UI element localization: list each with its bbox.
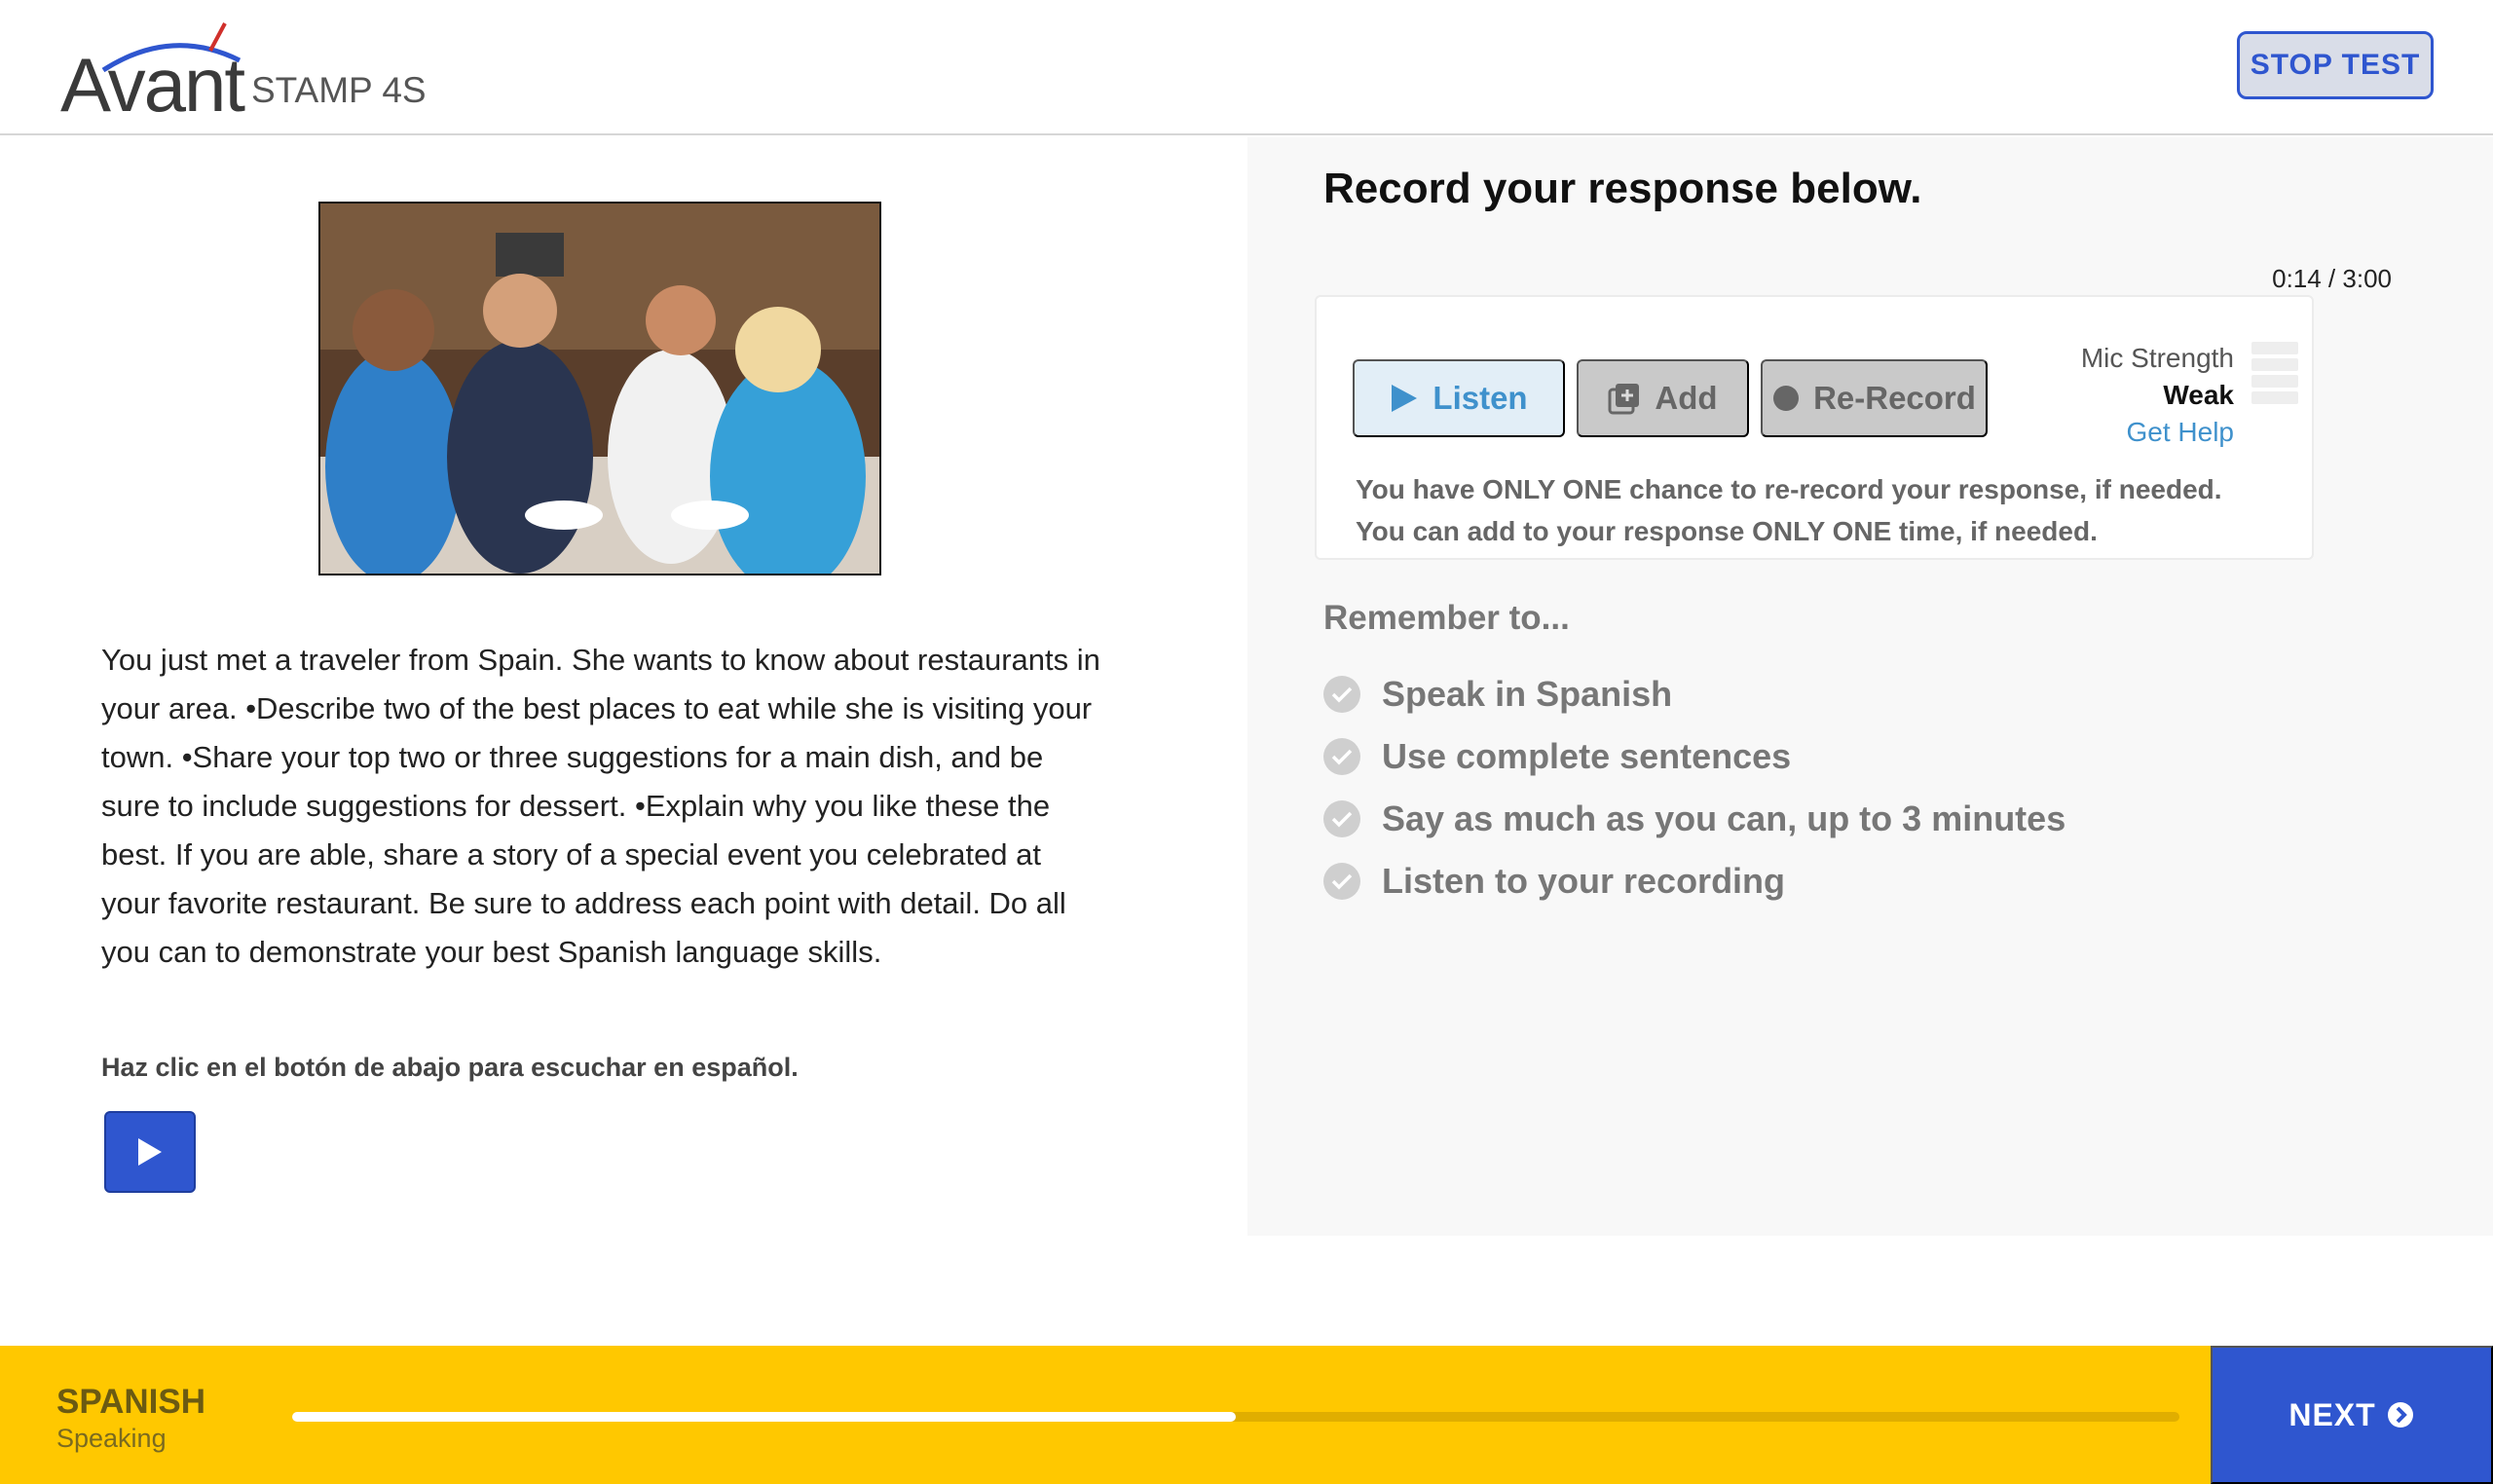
chevron-circle-right-icon	[2386, 1400, 2415, 1429]
recorder-card	[1315, 295, 2314, 560]
play-prompt-button[interactable]	[104, 1111, 196, 1193]
remember-item-text: Use complete sentences	[1382, 736, 1792, 776]
footer-bar	[0, 1346, 2211, 1484]
avant-logo	[60, 14, 255, 128]
prompt-panel	[0, 137, 1247, 1345]
re-record-rule: You have ONLY ONE chance to re-record your response, if needed.	[1356, 474, 2222, 504]
remember-item-text: Listen to your recording	[1382, 861, 1786, 901]
next-button[interactable]	[2211, 1346, 2493, 1484]
add-rule: You can add to your response ONLY ONE time, if needed.	[1356, 516, 2098, 546]
list-item	[1323, 788, 2065, 850]
prompt-text: You just met a traveler from Spain. She wants to know about restaurants in your area. •Describe two of the best places to eat while she is visiting your town. •Share your top two or three suggestions for a main dish, and be sure to include suggestions for dessert. •Explain why you like these the best. If you are able, share a story of a special event you celebrated at your favorite restaurant. Be sure to address each point with detail. Do all you can to demonstrate your best Spanish language skills.	[101, 643, 1100, 969]
remember-list	[1323, 663, 2065, 912]
check-icon	[1323, 676, 1360, 713]
list-item	[1323, 725, 2065, 788]
list-item	[1323, 663, 2065, 725]
mic-level-bar	[2251, 375, 2298, 388]
check-icon	[1323, 863, 1360, 900]
mic-level-meter	[2251, 342, 2298, 408]
play-icon	[1390, 383, 1419, 414]
list-item	[1323, 850, 2065, 912]
add-layer-icon	[1608, 382, 1641, 415]
re-record-label: Re-Record	[1813, 380, 1976, 416]
mic-strength-status: Weak	[2163, 380, 2234, 410]
restaurant-photo-icon	[320, 204, 881, 575]
get-help-link[interactable]: Get Help	[2126, 417, 2234, 447]
play-icon	[136, 1136, 164, 1168]
response-panel	[1247, 137, 2493, 1236]
mic-level-bar	[2251, 391, 2298, 404]
logo-wordmark: Avant	[60, 42, 244, 128]
listen-button[interactable]	[1353, 359, 1565, 437]
mic-level-bar	[2251, 358, 2298, 371]
mic-strength-label: Mic Strength	[2080, 343, 2234, 373]
mic-level-bar	[2251, 342, 2298, 354]
progress-bar	[292, 1412, 2179, 1422]
response-title: Record your response below.	[1323, 165, 1922, 212]
recording-timer: 0:14 / 3:00	[2272, 264, 2392, 293]
progress-fill	[292, 1412, 1236, 1422]
next-label: NEXT	[2288, 1396, 2376, 1432]
remember-item-text: Speak in Spanish	[1382, 674, 1673, 714]
remember-item-text: Say as much as you can, up to 3 minutes	[1382, 798, 2066, 838]
remember-title: Remember to...	[1323, 599, 1570, 637]
header	[0, 0, 2493, 135]
test-section: Speaking	[56, 1424, 167, 1453]
product-name: STAMP 4S	[251, 70, 427, 110]
mic-strength	[2081, 340, 2234, 451]
test-language: SPANISH	[56, 1383, 205, 1421]
stop-test-button[interactable]: STOP TEST	[2237, 31, 2434, 99]
record-icon	[1772, 385, 1800, 412]
check-icon	[1323, 800, 1360, 837]
add-label: Add	[1655, 380, 1718, 416]
check-icon	[1323, 738, 1360, 775]
listen-label: Listen	[1433, 380, 1528, 416]
re-record-button[interactable]	[1761, 359, 1988, 437]
recording-rules	[1356, 468, 2222, 552]
restaurant-photo	[318, 202, 881, 575]
listen-instruction: Haz clic en el botón de abajo para escuchar en español.	[101, 1053, 799, 1082]
add-button[interactable]	[1577, 359, 1749, 437]
